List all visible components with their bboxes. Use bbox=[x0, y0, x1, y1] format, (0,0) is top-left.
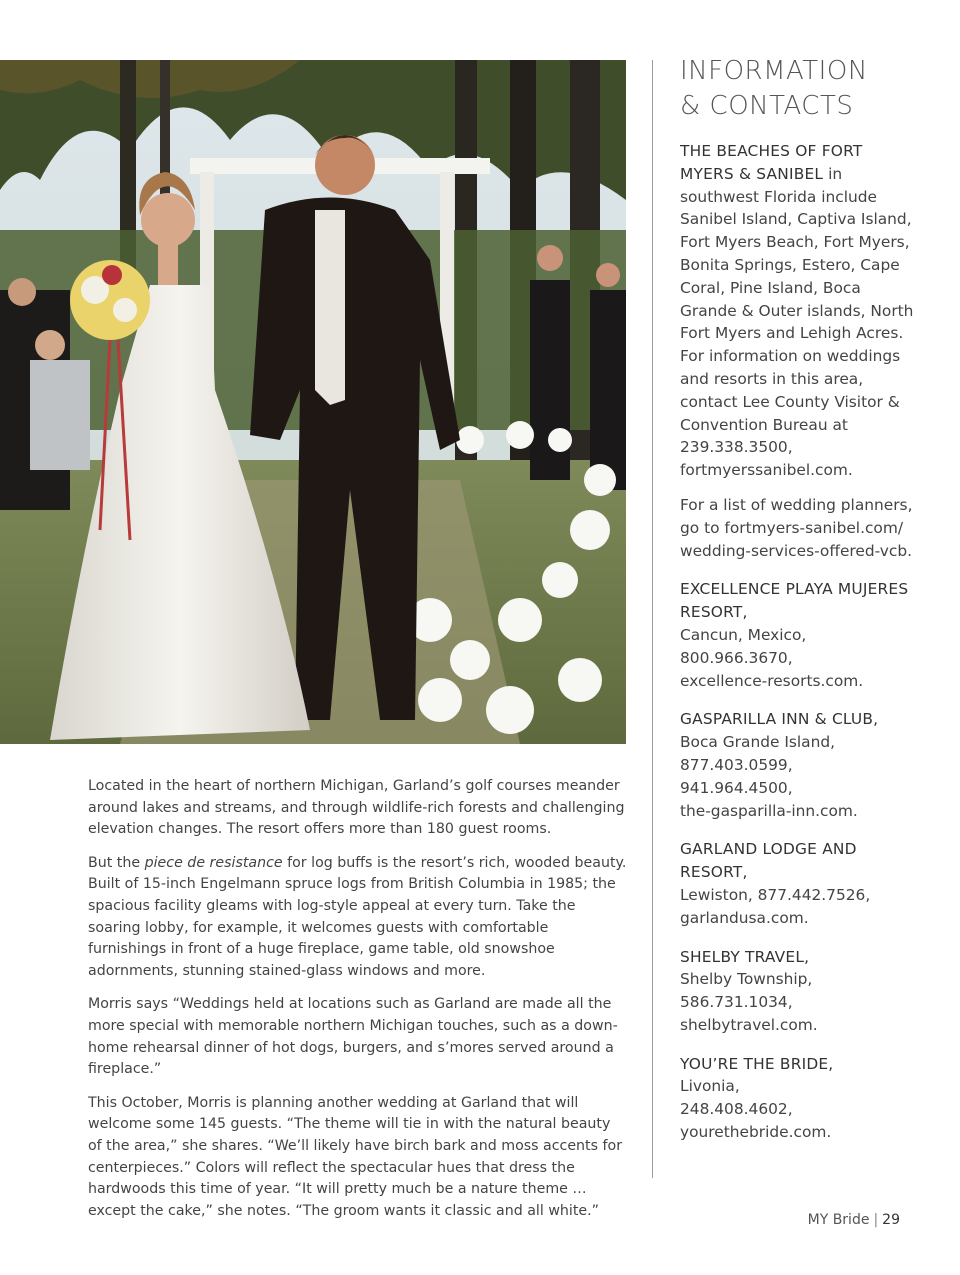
magazine-name: MY Bride bbox=[807, 1212, 870, 1228]
contact-name: EXCELLENCE PLAYA MUJERES RESORT, bbox=[680, 580, 909, 622]
contact-entry bbox=[680, 946, 920, 1037]
contact-entry bbox=[680, 140, 920, 562]
contact-detail: Livonia, bbox=[680, 1077, 740, 1096]
wedding-photo bbox=[0, 60, 626, 744]
sidebar-heading-line: & CONTACTS bbox=[680, 91, 854, 121]
article-paragraph: Morris says “Weddings held at locations such as Garland are made all the more special with memorable northern Michigan touches, such as a down-home rehearsal dinner of hot dogs, burgers, and s’mores served around a fireplace.” bbox=[88, 996, 618, 1078]
article-paragraph: Located in the heart of northern Michigan, Garland’s golf courses meander around lakes and streams, and through wildlife-rich forests and challenging elevation changes. The resort offers more than 180 guest rooms. bbox=[88, 778, 625, 838]
contact-entry bbox=[680, 838, 920, 929]
contact-detail: excellence-resorts.com. bbox=[680, 671, 864, 690]
contact-detail: For a list of wedding planners, go to fortmyers-sanibel.com/ wedding-services-offered-vcb. bbox=[680, 495, 913, 560]
contact-entry bbox=[680, 578, 920, 692]
contact-detail: 800.966.3670, bbox=[680, 648, 793, 667]
contact-detail: the-gasparilla-inn.com. bbox=[680, 801, 858, 820]
article-text: But the bbox=[88, 854, 145, 871]
contact-detail: 248.408.4602, bbox=[680, 1100, 793, 1119]
sidebar-heading bbox=[680, 54, 920, 124]
column-divider bbox=[652, 60, 653, 1178]
italic-phrase: piece de resistance bbox=[144, 854, 283, 871]
article-body bbox=[88, 776, 628, 1234]
contact-detail: 941.964.4500, bbox=[680, 778, 793, 797]
contact-name: GARLAND LODGE AND RESORT, bbox=[680, 840, 857, 882]
article-paragraph: This October, Morris is planning another wedding at Garland that will welcome some 145 guests. “The theme will tie in with the natural beauty of the area,” she shares. “We’ll likely have birch bark and moss accents for centerpieces.” Colors will reflect the spectacular hues that dress the hardwoods this time of year. “It will pretty much be a nature theme … except the cake,” she notes. “The groom wants it classic and all white.” bbox=[88, 1094, 623, 1219]
contact-name: THE BEACHES OF FORT MYERS & SANIBEL bbox=[680, 142, 863, 183]
folio-separator: | bbox=[873, 1212, 879, 1228]
contact-detail: garlandusa.com. bbox=[680, 908, 809, 927]
contact-detail: Boca Grande Island, bbox=[680, 733, 836, 752]
contact-name: SHELBY TRAVEL, bbox=[680, 947, 810, 966]
contact-detail: Shelby Township, bbox=[680, 970, 813, 989]
sidebar-heading-line: INFORMATION bbox=[680, 56, 868, 86]
contact-name: YOU’RE THE BRIDE, bbox=[680, 1054, 834, 1073]
contact-entry bbox=[680, 1053, 920, 1144]
contact-detail: shelbytravel.com. bbox=[680, 1015, 818, 1034]
contact-detail: yourethebride.com. bbox=[680, 1123, 832, 1142]
contact-name: GASPARILLA INN & CLUB, bbox=[680, 710, 879, 729]
contact-detail: 877.403.0599, bbox=[680, 755, 793, 774]
contact-detail: 586.731.1034, bbox=[680, 993, 793, 1012]
page-number: 29 bbox=[882, 1212, 900, 1228]
contact-entry bbox=[680, 708, 920, 822]
contact-detail: in southwest Florida include Sanibel Island, Captiva Island, Fort Myers Beach, Fort Myers, Bonita Springs, Estero, Cape Coral, Pine Island, Boca Grande & Outer islands, North Fort Myers and Lehigh Acres. For information on weddings and resorts in this area, contact Lee County Visitor & Convention Bureau at 239.338.3500, fortmyerssanibel.com. bbox=[680, 164, 914, 480]
contact-detail: Lewiston, 877.442.7526, bbox=[680, 885, 871, 904]
page-folio bbox=[808, 1212, 900, 1228]
info-contacts-sidebar bbox=[680, 54, 920, 1160]
contact-detail: Cancun, Mexico, bbox=[680, 625, 807, 644]
article-paragraph bbox=[88, 853, 628, 983]
article-text: for log buffs is the resort’s rich, wooded beauty. Built of 15-inch Engelmann spruce logs from British Columbia in 1985; the spacious facility gleams with log-style appeal at every turn. Take the soaring lobby, for example, it welcomes guests with comfortable furnishings in front of a huge fireplace, game table, old snowshoe adornments, stunning stained-glass windows and more. bbox=[88, 854, 627, 979]
